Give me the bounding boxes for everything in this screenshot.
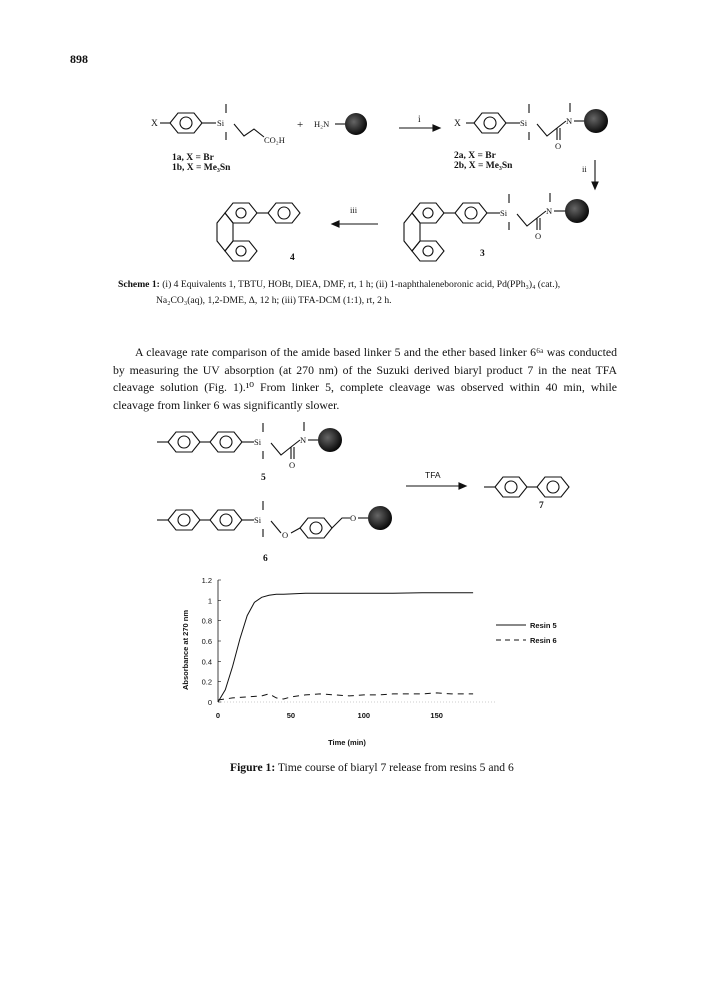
chart-y-tick-label: 1.2 <box>201 576 212 585</box>
legend-label-resin5: Resin 5 <box>530 621 557 630</box>
linker6-number: 6 <box>263 554 268 564</box>
linker6-o2-label: O <box>350 513 357 523</box>
chart-y-tick-label: 0.2 <box>201 677 212 687</box>
scheme-caption-line2: Na₂CO₃(aq), 1,2-DME, Δ, 12 h; (iii) TFA-DCM (1:1), rt, 2 h. <box>156 295 392 306</box>
label-2b: 2b, X = Me₃Sn <box>454 161 513 171</box>
figure-caption-label: Figure 1: <box>230 761 276 774</box>
chart-y-tick-label: 0 <box>207 698 212 707</box>
cmp3-o-label: O <box>535 231 542 241</box>
cmp2-o-label: O <box>555 141 562 151</box>
cmp2-n-label: N <box>566 116 573 126</box>
label-1b: 1b, X = Me₃Sn <box>172 163 231 173</box>
scheme-caption-line1: (i) 4 Equivalents 1, TBTU, HOBt, DIEA, DMF, rt, 1 h; (ii) 1-naphthaleneboronic acid, Pd(PPh₃)₄ (cat.), <box>159 279 561 290</box>
chart-series-2 <box>218 693 473 700</box>
label-2a: 2a, X = Br <box>454 151 496 161</box>
step-ii-label: ii <box>582 164 587 174</box>
chart-y-tick-label: 0.6 <box>201 637 212 646</box>
tfa-label: TFA <box>425 470 441 480</box>
label-1a: 1a, X = Br <box>172 153 214 163</box>
cmp1-si-label: Si <box>217 118 225 128</box>
chart-y-tick-label: 0.4 <box>201 657 212 667</box>
scheme-caption-label: Scheme 1: <box>118 279 160 290</box>
chart-series-1 <box>218 593 473 702</box>
cmp4-number: 4 <box>290 253 295 263</box>
linker5-o-label: O <box>289 460 296 470</box>
cmp3-n-label: N <box>546 206 553 216</box>
product7-number: 7 <box>539 501 544 511</box>
linker5-n-label: N <box>300 435 307 445</box>
body-paragraph-text: A cleavage rate comparison of the amide based linker 5 and the ether based linker 6⁶ᵃ was conducted by measuring the UV absorption (at 270 nm) of the Suzuki derived biaryl product 7 in the neat TFA cleavage solution (Fig. 1).¹⁰ From linker 5, complete cleavage was observed within 40 min, while cleavage from linker 6 was significantly slower. <box>113 345 617 412</box>
cmp3-number: 3 <box>480 249 485 259</box>
step-i-label: i <box>418 115 421 125</box>
chart-x-tick-label: 100 <box>357 711 371 720</box>
amine-label: H₂N <box>314 119 330 129</box>
step-iii-label: iii <box>350 205 358 215</box>
cmp1-acid-label: CO₂H <box>264 135 285 145</box>
figure-caption <box>230 761 514 774</box>
cmp1-x-label: X <box>151 119 158 129</box>
chart-x-label: Time (min) <box>328 738 366 747</box>
chart-x-tick-label: 0 <box>215 711 221 720</box>
chart-y-label: Absorbance at 270 nm <box>181 609 190 691</box>
chart-y-tick-label: 0.8 <box>201 616 212 626</box>
plus-sign: + <box>297 119 304 131</box>
cmp3-si-label: Si <box>500 208 508 218</box>
linker6-o1-label: O <box>282 530 289 540</box>
linker6-si-label: Si <box>254 515 262 525</box>
chart-x-tick-label: 150 <box>430 711 443 720</box>
cmp2-x-label: X <box>454 119 461 129</box>
cmp2-si-label: Si <box>520 118 528 128</box>
chart-x-tick-label: 50 <box>286 711 296 720</box>
page-number: 898 <box>70 52 88 66</box>
linker5-si-label: Si <box>254 437 262 447</box>
linker5-number: 5 <box>261 473 266 483</box>
figure-caption-text: Time course of biaryl 7 release from resins 5 and 6 <box>275 761 514 774</box>
chart-y-tick-label: 1 <box>207 596 212 606</box>
legend-label-resin6: Resin 6 <box>530 636 557 645</box>
